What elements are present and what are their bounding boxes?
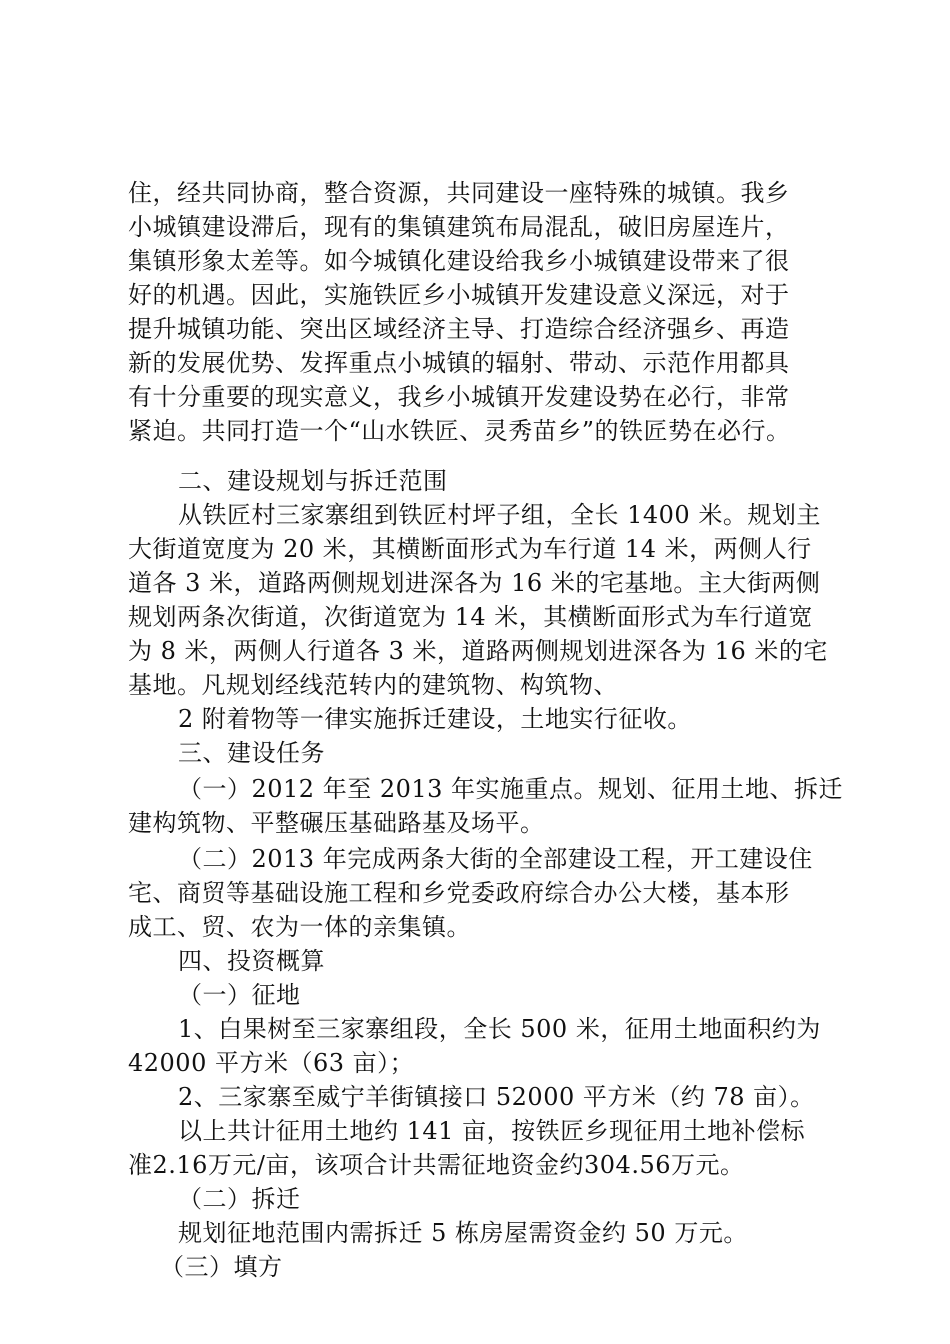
paragraph-line: 为 8 米，两侧人行道各 3 米，道路两侧规划进深各为 16 米的宅 [128,637,828,665]
paragraph-line: 新的发展优势、发挥重点小城镇的辐射、带动、示范作用都具 [128,349,790,377]
list-item-line: 成工、贸、农为一体的亲集镇。 [128,913,471,941]
paragraph-line: 小城镇建设滞后，现有的集镇建筑布局混乱，破旧房屋连片， [128,213,790,241]
list-item-line: （二）2013 年完成两条大街的全部建设工程，开工建设住 [178,845,813,873]
list-item-line: 42000 平方米（63 亩）； [128,1049,415,1077]
section-heading: 三、建设任务 [178,739,325,767]
section-heading: 二、建设规划与拆迁范围 [178,467,448,495]
subsection-heading: （二）拆迁 [178,1185,301,1213]
paragraph-line: 规划征地范围内需拆迁 5 栋房屋需资金约 50 万元。 [178,1219,748,1247]
paragraph-line: 规划两条次街道，次街道宽为 14 米，其横断面形式为车行道宽 [128,603,813,631]
paragraph-line: 好的机遇。因此，实施铁匠乡小城镇开发建设意义深远，对于 [128,281,790,309]
section-heading: 四、投资概算 [178,947,325,975]
paragraph-line: 住，经共同协商，整合资源，共同建设一座特殊的城镇。我乡 [128,179,790,207]
subsection-heading: （一）征地 [178,981,301,1009]
paragraph-line: 紧迫。共同打造一个“山水铁匠、灵秀苗乡”的铁匠势在必行。 [128,417,791,445]
paragraph-line: 大街道宽度为 20 米，其横断面形式为车行道 14 米，两侧人行 [128,535,812,563]
paragraph-line: 准2.16万元/亩，该项合计共需征地资金约304.56万元。 [128,1151,745,1179]
list-item-line: 宅、商贸等基础设施工程和乡党委政府综合办公大楼，基本形 [128,879,790,907]
list-item-line: （一）2012 年至 2013 年实施重点。规划、征用土地、拆迁 [178,775,844,803]
paragraph-line: 2 附着物等一律实施拆迁建设，土地实行征收。 [178,705,692,733]
paragraph-line: 集镇形象太差等。如今城镇化建设给我乡小城镇建设带来了很 [128,247,790,275]
paragraph-line: 以上共计征用土地约 141 亩，按铁匠乡现征用土地补偿标 [178,1117,806,1145]
paragraph-line: 提升城镇功能、突出区域经济主导、打造综合经济强乡、再造 [128,315,790,343]
subsection-heading: （三）填方 [160,1253,283,1281]
paragraph-line: 基地。凡规划经线范转内的建筑物、构筑物、 [128,671,618,699]
paragraph-line: 道各 3 米，道路两侧规划进深各为 16 米的宅基地。主大街两侧 [128,569,821,597]
list-item-line: 1、白果树至三家寨组段，全长 500 米，征用土地面积约为 [178,1015,821,1043]
list-item-line: 建构筑物、平整碾压基础路基及场平。 [128,809,545,837]
paragraph-line: 有十分重要的现实意义，我乡小城镇开发建设势在必行，非常 [128,383,790,411]
paragraph-line: 从铁匠村三家寨组到铁匠村坪子组，全长 1400 米。规划主 [178,501,821,529]
list-item-line: 2、三家寨至威宁羊街镇接口 52000 平方米（约 78 亩）。 [178,1083,815,1111]
